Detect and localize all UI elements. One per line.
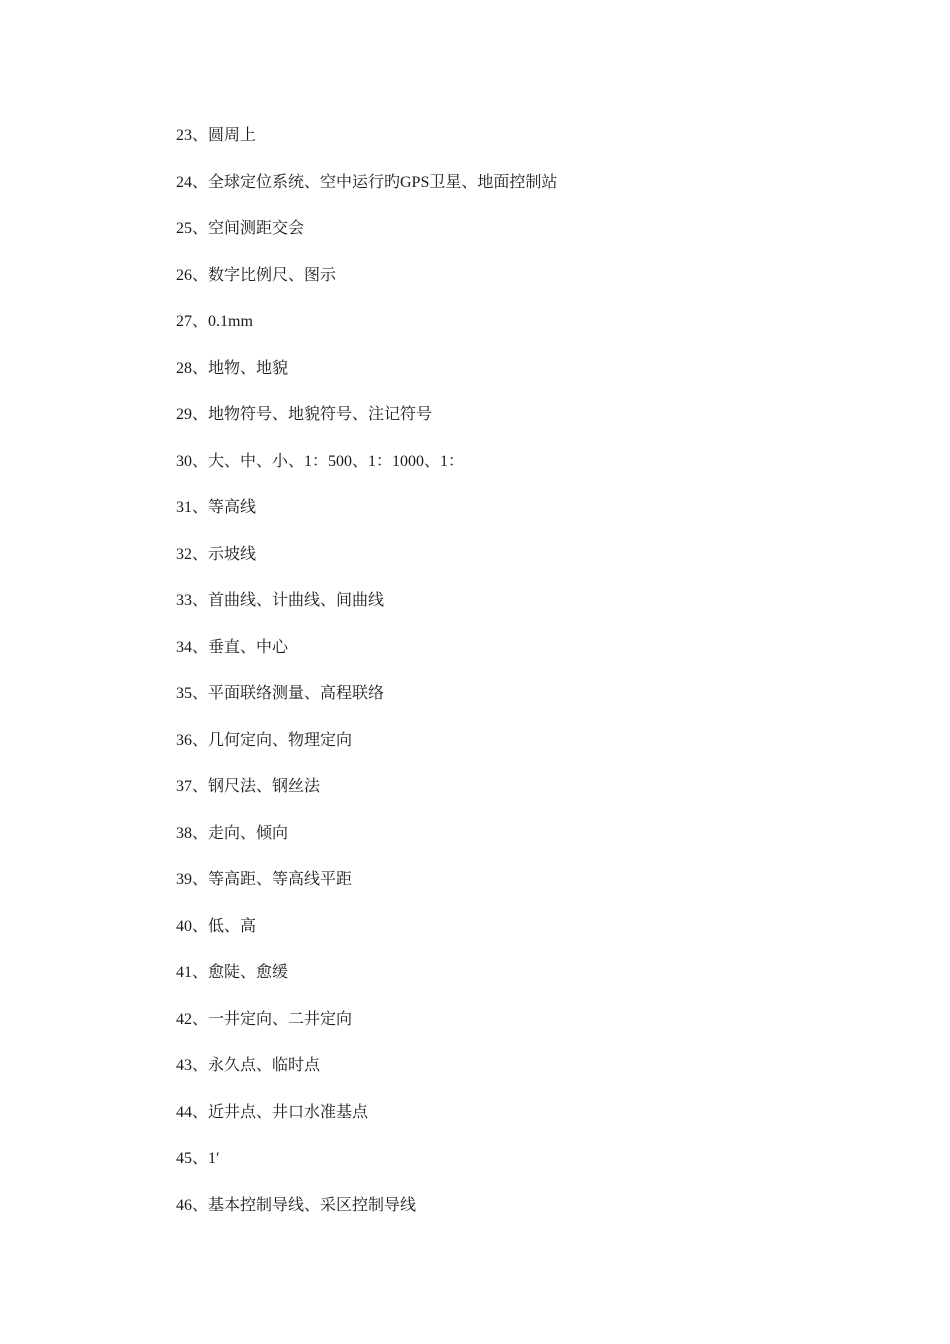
answer-item: 40、低、高 (176, 917, 257, 935)
answer-item: 38、走向、倾向 (176, 824, 289, 842)
answer-item: 44、近井点、井口水准基点 (176, 1103, 369, 1121)
answer-item: 29、地物符号、地貌符号、注记符号 (176, 406, 433, 423)
answer-item: 27、0.1mm (176, 313, 253, 330)
answer-item: 46、基本控制导线、采区控制导线 (176, 1196, 417, 1214)
answer-item: 41、愈陡、愈缓 (176, 964, 289, 981)
answer-item: 33、首曲线、计曲线、间曲线 (176, 592, 385, 609)
answer-item: 37、钢尺法、钢丝法 (176, 778, 321, 795)
answer-item: 25、空间测距交会 (176, 220, 305, 237)
answer-item: 23、圆周上 (176, 127, 257, 144)
answer-item: 30、大、中、小、1：500、1：1000、1： (176, 452, 465, 470)
answer-list (176, 124, 557, 1240)
answer-item: 28、地物、地貌 (176, 359, 289, 377)
answer-item: 32、示坡线 (176, 545, 257, 563)
answer-item: 42、一井定向、二井定向 (176, 1010, 353, 1028)
answer-item: 24、全球定位系统、空中运行旳GPS卫星、地面控制站 (176, 173, 558, 191)
answer-item: 45、1′ (176, 1150, 220, 1167)
answer-item: 39、等高距、等高线平距 (176, 871, 353, 888)
answer-item: 35、平面联络测量、高程联络 (176, 685, 385, 702)
answer-item: 26、数字比例尺、图示 (176, 266, 337, 284)
answer-item: 36、几何定向、物理定向 (176, 731, 353, 749)
answer-item: 31、等高线 (176, 499, 257, 516)
answer-item: 34、垂直、中心 (176, 638, 289, 656)
answer-item: 43、永久点、临时点 (176, 1057, 321, 1074)
